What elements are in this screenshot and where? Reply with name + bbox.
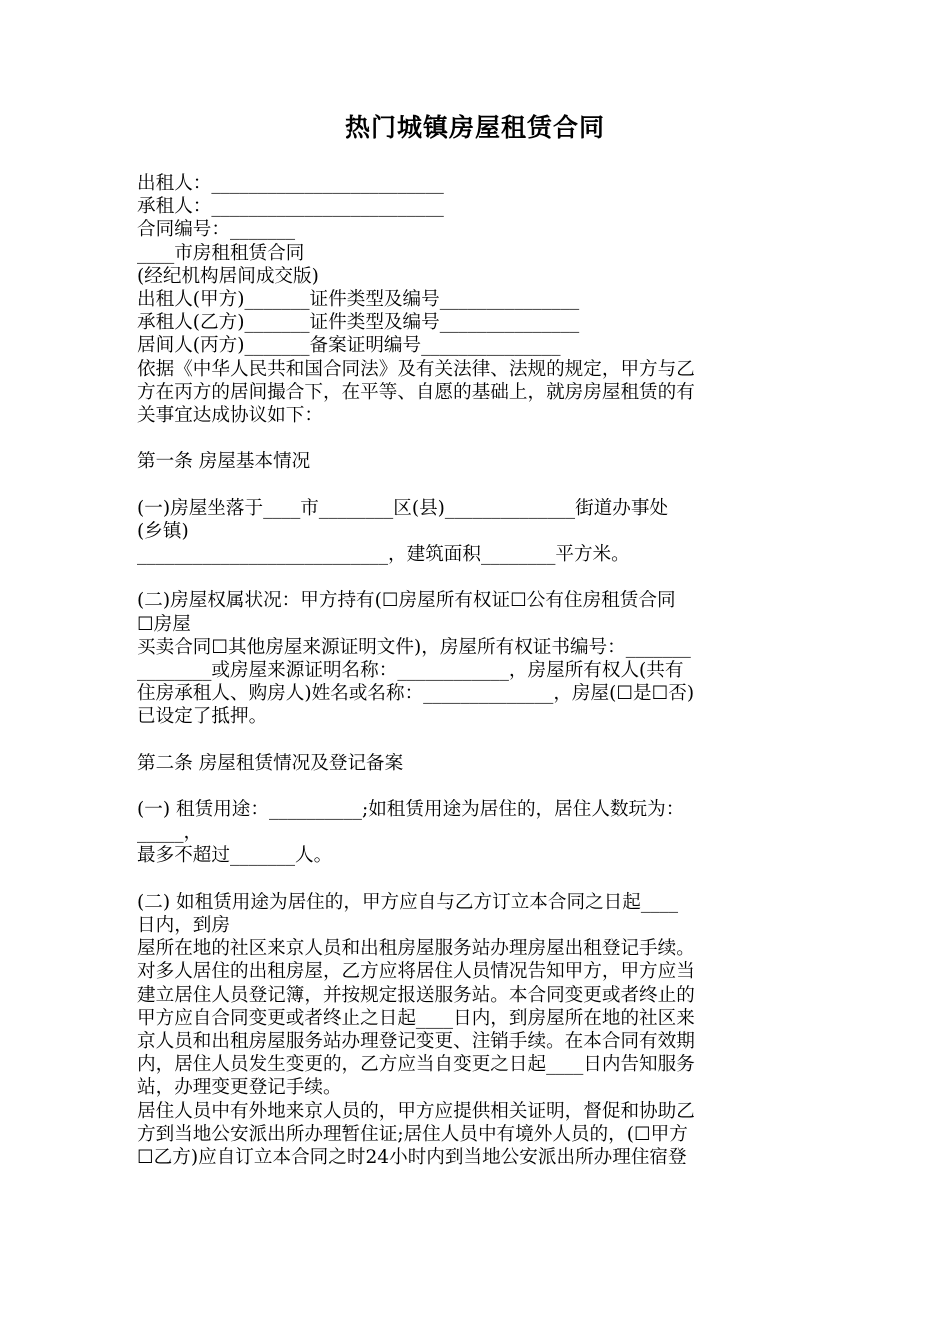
document-title: 热门城镇房屋租赁合同 [344, 113, 605, 142]
text-line: 居住人员中有外地来京人员的，甲方应提供相关证明，督促和协助乙 [137, 1100, 695, 1122]
text-line: ☐乙方)应自订立本合同之时24小时内到当地公安派出所办理住宿登 [137, 1146, 687, 1168]
text-line: 居间人(丙方)_______备案证明编号_______________ [137, 335, 561, 357]
blank-line [137, 775, 815, 798]
text-line: _____， [137, 822, 203, 844]
blank-line [137, 868, 815, 891]
text-line: 京人员和出租房屋服务站办理登记变更、注销手续。在本合同有效期 [137, 1030, 695, 1052]
text-line: 对多人居住的出租房屋，乙方应将居住人员情况告知甲方，甲方应当 [137, 961, 695, 983]
text-line: ____市房租租赁合同 [137, 242, 305, 264]
text-line: 住房承租人、购房人)姓名或名称：______________，房屋(☐是☐否) [137, 683, 695, 705]
text-line: (二) 如租赁用途为居住的，甲方应自与乙方订立本合同之日起____ [137, 891, 679, 913]
text-line: ___________________________，建筑面积________平方米。 [137, 544, 630, 565]
document-body [137, 172, 815, 1169]
blank-line [137, 729, 815, 752]
text-line: 合同编号：_______ [137, 219, 296, 241]
text-line: 方在丙方的居间撮合下，在平等、自愿的基础上，就房房屋租赁的有 [137, 381, 695, 403]
text-line: 买卖合同☐其他房屋来源证明文件)，房屋所有权证书编号：_______ [137, 636, 691, 658]
text-line: (乡镇) [137, 520, 189, 542]
text-line: 内，居住人员发生变更的，乙方应当自变更之日起____日内告知服务 [137, 1054, 695, 1076]
text-line: (二)房屋权属状况：甲方持有(☐房屋所有权证☐公有住房租赁合同 [137, 590, 676, 612]
text-line: 第二条 房屋租赁情况及登记备案 [137, 752, 404, 774]
text-line: ________或房屋来源证明名称：____________，房屋所有权人(共有 [137, 659, 684, 681]
text-line: 关事宜达成协议如下： [137, 404, 323, 426]
text-line: (一)房屋坐落于____市________区(县)______________街道办事处 [137, 497, 669, 519]
text-line: 已设定了抵押。 [137, 706, 268, 728]
text-line: 屋所在地的社区来京人员和出租房屋服务站办理房屋出租登记手续。 [137, 938, 695, 960]
text-line: 承租人(乙方)_______证件类型及编号_______________ [137, 312, 580, 334]
blank-line [137, 473, 815, 496]
text-line: 站，办理变更登记手续。 [137, 1077, 342, 1099]
text-line: ☐房屋 [137, 613, 191, 635]
text-line: 出租人(甲方)_______证件类型及编号_______________ [137, 288, 580, 310]
text-line: (一) 租赁用途：__________;如租赁用途为居住的，居住人数玩为： [137, 799, 685, 821]
text-line: 建立居住人员登记簿，并按规定报送服务站。本合同变更或者终止的 [137, 984, 695, 1006]
blank-line [137, 566, 815, 589]
text-line: 出租人：_________________________ [137, 173, 444, 194]
text-line: 方到当地公安派出所办理暂住证;居住人员中有境外人员的，(☐甲方 [137, 1123, 688, 1145]
text-line: (经纪机构居间成交版) [137, 265, 319, 287]
blank-line [137, 427, 815, 450]
text-line: 依据《中华人民共和国合同法》及有关法律、法规的规定，甲方与乙 [137, 358, 695, 380]
text-line: 日内，到房 [137, 915, 230, 936]
text-line: 第一条 房屋基本情况 [137, 451, 311, 473]
text-line: 甲方应自合同变更或者终止之日起____日内，到房屋所在地的社区来 [137, 1007, 695, 1029]
text-line: 最多不超过_______人。 [137, 845, 333, 867]
text-line: 承租人：_________________________ [137, 196, 444, 218]
